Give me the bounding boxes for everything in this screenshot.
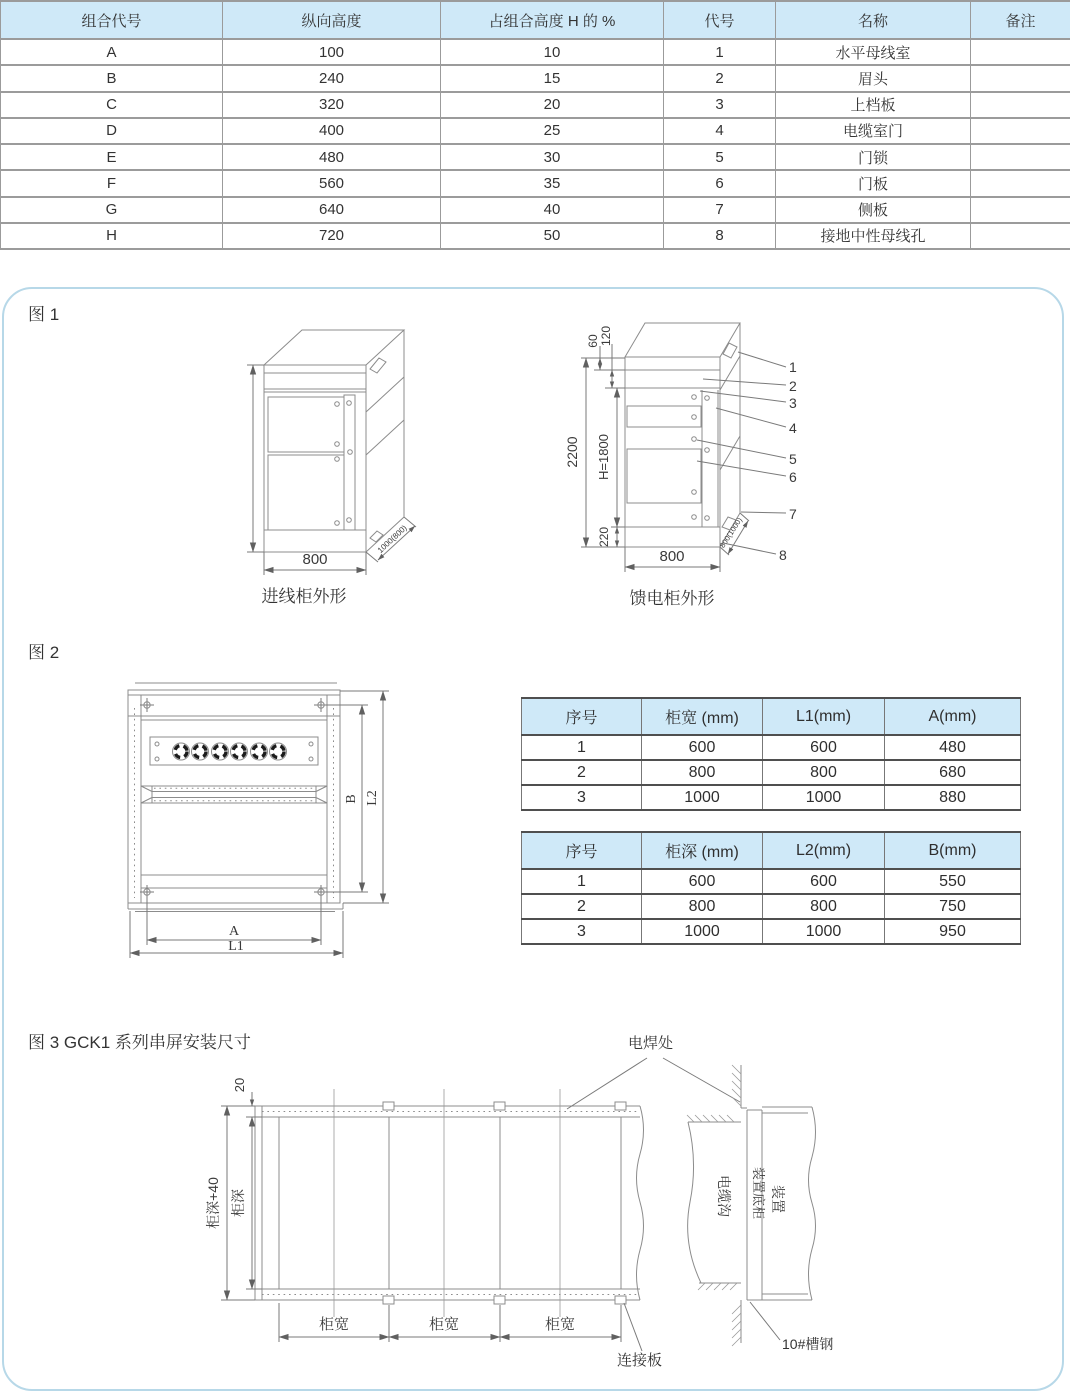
cable-holes [173,743,287,760]
table-cell: 600 [763,869,885,894]
table-cell: 15 [441,65,664,91]
table-cell: 6 [664,170,776,196]
cabinet-details [625,343,740,530]
table-cell: 上档板 [776,92,971,118]
table-cell: 30 [441,144,664,170]
fig3-label: 图 3 GCK1 系列串屏安装尺寸 [28,1033,251,1052]
wall-lines [741,1065,747,1343]
table-cell: 水平母线室 [776,39,971,65]
cabinet-details [264,358,404,542]
leader-2: 2 [789,378,797,394]
cabinet-outline [625,323,740,547]
table-cell: D [1,118,223,144]
header-cell: B(mm) [885,832,1021,869]
weld-point-label: 电焊处 [628,1035,674,1052]
feeder-cabinet-caption: 馈电柜外形 [629,589,715,608]
table-cell: 1 [664,39,776,65]
depth-text: 柜深 [230,1189,246,1217]
table-cell: 680 [885,760,1021,785]
total-height-text: 2200 [564,436,580,468]
trench-outline [688,1122,741,1283]
table-cell: 240 [223,65,441,91]
weld-leader-lines [567,1058,740,1109]
cable-trench-text: 电缆沟 [716,1175,732,1217]
table-cell: 600 [642,869,763,894]
table-cell: 1 [522,869,642,894]
table-cell: 3 [522,785,642,810]
corner-screws [140,698,328,899]
table-cell: 1 [522,735,642,760]
table-row [522,735,1021,760]
table-row [522,919,1021,944]
table-row [522,785,1021,810]
table-cell: 20 [441,92,664,118]
table-cell: 2 [664,65,776,91]
table-cell: 800 [763,894,885,919]
table-cell: 1000 [763,785,885,810]
d220-text: 220 [597,526,611,548]
header-cell: 序号 [522,832,642,869]
table-row [522,760,1021,785]
leader-5: 5 [789,451,797,467]
table-cell: 35 [441,170,664,196]
leader-6: 6 [789,469,797,485]
table-cell: 眉头 [776,65,971,91]
table-cell: 4 [664,118,776,144]
table-row [522,894,1021,919]
gland-plate [150,737,318,765]
busbar [141,786,327,803]
depth-dimension-table [521,831,1021,945]
table-header-row [522,832,1021,869]
table-cell: 800 [642,760,763,785]
table-cell: 600 [763,735,885,760]
table-cell: 50 [441,223,664,249]
header-cell: 序号 [522,698,642,735]
cabinet-center-lines [334,1089,560,1317]
leader-7: 7 [789,506,797,522]
header-cell: 柜深 (mm) [642,832,763,869]
table-cell: 5 [664,144,776,170]
depth-dim-text: 800(1000) [717,515,744,550]
table-cell: 3 [522,919,642,944]
table-cell: 接地中性母线孔 [776,223,971,249]
leader-4: 4 [789,420,797,436]
table-cell: 1000 [642,785,763,810]
table-cell: B [1,65,223,91]
header-cell: 名称 [776,1,971,39]
header-cell: 纵向高度 [223,1,441,39]
annotation-leader-lines [624,1302,780,1351]
table-cell: 480 [885,735,1021,760]
header-cell: 组合代号 [1,1,223,39]
width-dimension-table [521,697,1021,811]
channel-steel-label: 10#槽钢 [782,1336,834,1352]
table-cell: 550 [885,869,1021,894]
table-cell: 门板 [776,170,971,196]
table-cell: 320 [223,92,441,118]
table-cell: 400 [223,118,441,144]
header-cell: 备注 [971,1,1070,39]
table-cell: 640 [223,197,441,223]
table-cell: F [1,170,223,196]
fig2-panel-drawing [128,683,389,958]
dim-l2-text: L2 [365,790,380,806]
feeder-cabinet-drawing [564,323,797,572]
table-cell: E [1,144,223,170]
table-cell: 560 [223,170,441,196]
h1800-text: H=1800 [596,434,611,480]
connection-plates [383,1102,626,1304]
leader-8: 8 [779,547,787,563]
width-dim-text: 800 [659,548,685,565]
depth-dim-text: 1000(800) [375,523,409,555]
table-cell: G [1,197,223,223]
table-cell: 7 [664,197,776,223]
rail-dashed-lines [262,1112,637,1295]
table-cell: 3 [664,92,776,118]
table-cell: 750 [885,894,1021,919]
cabinet-row-outline [255,1106,640,1300]
table-cell: 门锁 [776,144,971,170]
leader-1: 1 [789,359,797,375]
header-cell: A(mm) [885,698,1021,735]
incoming-cabinet-drawing [247,330,416,575]
d120-text: 120 [599,325,613,347]
wall-hatching [732,1065,741,1346]
leader-numbers [779,359,797,563]
connection-plate-label: 连接板 [617,1352,663,1369]
table-cell: H [1,223,223,249]
table-cell: 100 [223,39,441,65]
dim-b-text: B [344,794,359,804]
cabinet-outline [264,330,404,552]
table-cell: 800 [642,894,763,919]
table-cell: 8 [664,223,776,249]
device-text: 装置 [770,1185,786,1213]
fig2-label: 图 2 [28,643,60,662]
table-cell: 800 [763,760,885,785]
extension-lines [221,1106,621,1342]
table-cell: 25 [441,118,664,144]
break-line [637,1106,644,1300]
header-cell: 柜宽 (mm) [642,698,763,735]
table-cell: 2 [522,894,642,919]
dim-l1-text: L1 [228,939,244,954]
table-header-row [522,698,1021,735]
table-cell: 600 [642,735,763,760]
table-cell: 950 [885,919,1021,944]
table-cell: 侧板 [776,197,971,223]
table-cell: 880 [885,785,1021,810]
table-cell: 480 [223,144,441,170]
header-cell: 代号 [664,1,776,39]
bottom-cabinet-text: 装置底柜 [751,1166,766,1220]
dim-a-text: A [228,924,240,939]
header-cell: L2(mm) [763,832,885,869]
depth-plus40-text: 柜深+40 [205,1177,221,1229]
d20-text: 20 [232,1077,247,1093]
extension-lines [130,691,389,958]
width-text-3: 柜宽 [544,1316,576,1333]
table-cell: 电缆室门 [776,118,971,144]
fig3-installation-drawing [205,1058,816,1351]
table-cell: C [1,92,223,118]
table-cell: A [1,39,223,65]
incoming-cabinet-caption: 进线柜外形 [261,587,347,606]
header-cell: L1(mm) [763,698,885,735]
header-cell: 占组合高度 H 的 % [441,1,664,39]
leader-3: 3 [789,395,797,411]
d60-text: 60 [586,334,600,348]
table-cell: 2 [522,760,642,785]
fig1-label: 图 1 [28,305,60,324]
width-dim-text: 800 [302,551,328,568]
table-cell: 720 [223,223,441,249]
table-cell: 10 [441,39,664,65]
width-text-2: 柜宽 [428,1316,460,1333]
table-row [522,869,1021,894]
width-text-1: 柜宽 [318,1316,350,1333]
table-cell: 1000 [763,919,885,944]
table-cell: 40 [441,197,664,223]
table-cell: 1000 [642,919,763,944]
